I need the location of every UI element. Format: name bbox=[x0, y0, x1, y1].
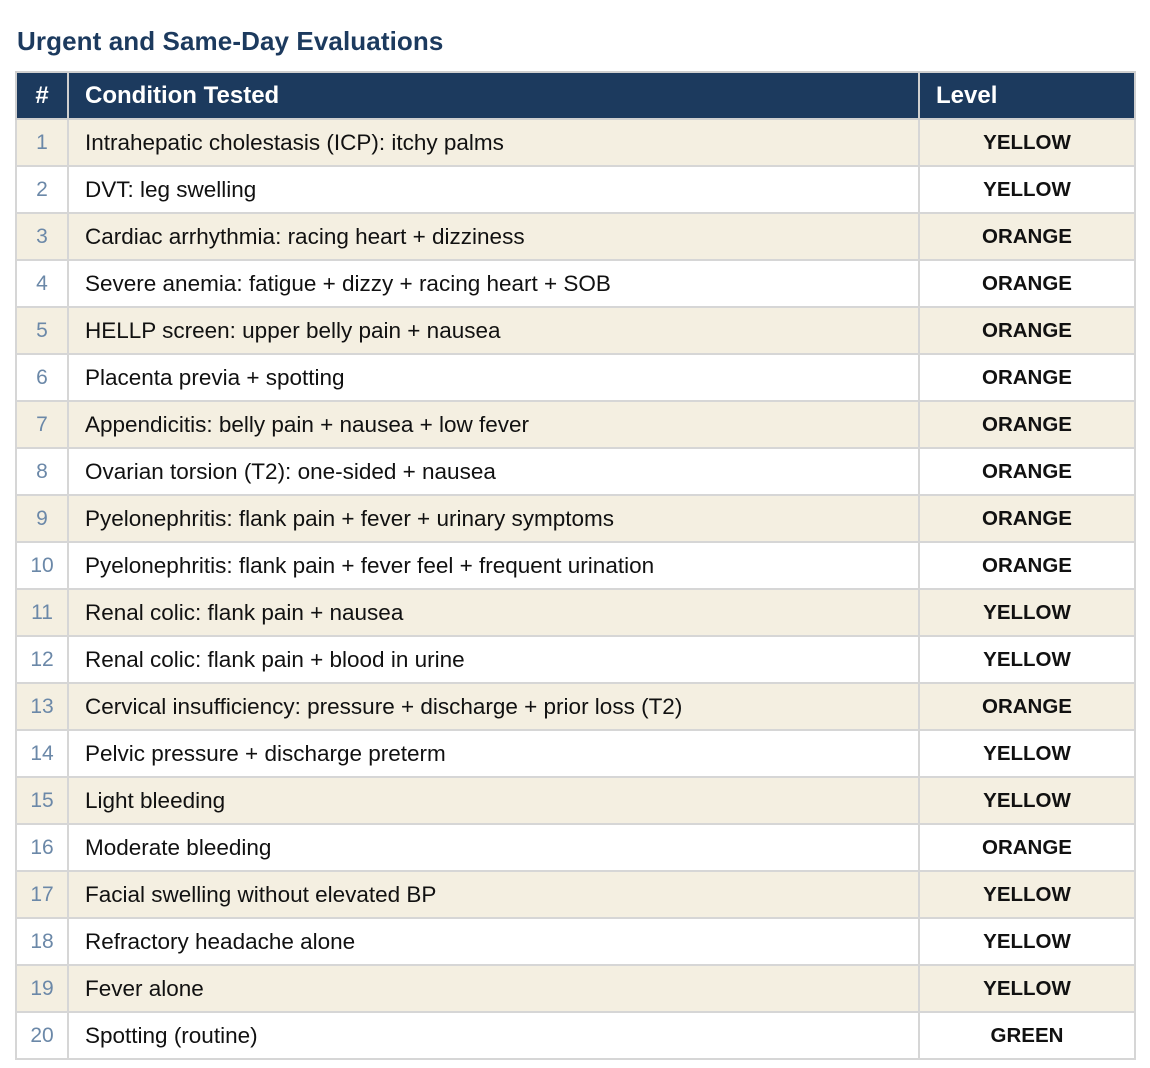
condition-cell: Pelvic pressure + discharge preterm bbox=[68, 730, 919, 777]
row-number: 1 bbox=[16, 119, 68, 166]
level-cell: ORANGE bbox=[919, 824, 1135, 871]
row-number: 11 bbox=[16, 589, 68, 636]
table-row bbox=[16, 354, 1135, 401]
table-row bbox=[16, 260, 1135, 307]
condition-cell: Refractory headache alone bbox=[68, 918, 919, 965]
level-cell: YELLOW bbox=[919, 589, 1135, 636]
table-row bbox=[16, 730, 1135, 777]
level-cell: YELLOW bbox=[919, 636, 1135, 683]
row-number: 5 bbox=[16, 307, 68, 354]
condition-cell: Moderate bleeding bbox=[68, 824, 919, 871]
row-number: 4 bbox=[16, 260, 68, 307]
level-cell: YELLOW bbox=[919, 777, 1135, 824]
row-number: 18 bbox=[16, 918, 68, 965]
level-cell: ORANGE bbox=[919, 495, 1135, 542]
table-row bbox=[16, 777, 1135, 824]
condition-cell: Renal colic: flank pain + blood in urine bbox=[68, 636, 919, 683]
condition-cell: Renal colic: flank pain + nausea bbox=[68, 589, 919, 636]
table-row bbox=[16, 166, 1135, 213]
level-cell: GREEN bbox=[919, 1012, 1135, 1059]
condition-cell: Cervical insufficiency: pressure + discharge + prior loss (T2) bbox=[68, 683, 919, 730]
row-number: 6 bbox=[16, 354, 68, 401]
row-number: 19 bbox=[16, 965, 68, 1012]
level-cell: ORANGE bbox=[919, 354, 1135, 401]
condition-cell: Ovarian torsion (T2): one-sided + nausea bbox=[68, 448, 919, 495]
header-condition: Condition Tested bbox=[68, 72, 919, 119]
condition-cell: Facial swelling without elevated BP bbox=[68, 871, 919, 918]
table-body bbox=[16, 119, 1135, 1059]
condition-cell: Pyelonephritis: flank pain + fever + urinary symptoms bbox=[68, 495, 919, 542]
level-cell: YELLOW bbox=[919, 965, 1135, 1012]
table-row bbox=[16, 307, 1135, 354]
table-row bbox=[16, 119, 1135, 166]
level-cell: YELLOW bbox=[919, 730, 1135, 777]
condition-cell: DVT: leg swelling bbox=[68, 166, 919, 213]
level-cell: ORANGE bbox=[919, 401, 1135, 448]
level-cell: YELLOW bbox=[919, 119, 1135, 166]
level-cell: YELLOW bbox=[919, 166, 1135, 213]
row-number: 20 bbox=[16, 1012, 68, 1059]
table-row bbox=[16, 448, 1135, 495]
condition-cell: Fever alone bbox=[68, 965, 919, 1012]
condition-cell: HELLP screen: upper belly pain + nausea bbox=[68, 307, 919, 354]
row-number: 14 bbox=[16, 730, 68, 777]
row-number: 2 bbox=[16, 166, 68, 213]
table-row bbox=[16, 1012, 1135, 1059]
condition-cell: Placenta previa + spotting bbox=[68, 354, 919, 401]
condition-cell: Intrahepatic cholestasis (ICP): itchy palms bbox=[68, 119, 919, 166]
table-row bbox=[16, 871, 1135, 918]
header-number: # bbox=[16, 72, 68, 119]
row-number: 7 bbox=[16, 401, 68, 448]
row-number: 3 bbox=[16, 213, 68, 260]
evaluations-table bbox=[15, 71, 1136, 1060]
table-row bbox=[16, 918, 1135, 965]
table-row bbox=[16, 589, 1135, 636]
table-row bbox=[16, 213, 1135, 260]
table-row bbox=[16, 401, 1135, 448]
row-number: 9 bbox=[16, 495, 68, 542]
level-cell: ORANGE bbox=[919, 448, 1135, 495]
row-number: 8 bbox=[16, 448, 68, 495]
condition-cell: Spotting (routine) bbox=[68, 1012, 919, 1059]
table-header bbox=[16, 72, 1135, 119]
condition-cell: Appendicitis: belly pain + nausea + low fever bbox=[68, 401, 919, 448]
table-row bbox=[16, 683, 1135, 730]
table-row bbox=[16, 636, 1135, 683]
table-row bbox=[16, 965, 1135, 1012]
table-row bbox=[16, 542, 1135, 589]
level-cell: YELLOW bbox=[919, 918, 1135, 965]
table-row bbox=[16, 824, 1135, 871]
level-cell: YELLOW bbox=[919, 871, 1135, 918]
condition-cell: Cardiac arrhythmia: racing heart + dizziness bbox=[68, 213, 919, 260]
level-cell: ORANGE bbox=[919, 683, 1135, 730]
level-cell: ORANGE bbox=[919, 260, 1135, 307]
level-cell: ORANGE bbox=[919, 213, 1135, 260]
row-number: 15 bbox=[16, 777, 68, 824]
level-cell: ORANGE bbox=[919, 307, 1135, 354]
condition-cell: Severe anemia: fatigue + dizzy + racing heart + SOB bbox=[68, 260, 919, 307]
row-number: 16 bbox=[16, 824, 68, 871]
page-title: Urgent and Same-Day Evaluations bbox=[17, 26, 444, 56]
row-number: 17 bbox=[16, 871, 68, 918]
condition-cell: Pyelonephritis: flank pain + fever feel + frequent urination bbox=[68, 542, 919, 589]
header-row bbox=[16, 72, 1135, 119]
row-number: 12 bbox=[16, 636, 68, 683]
table-row bbox=[16, 495, 1135, 542]
level-cell: ORANGE bbox=[919, 542, 1135, 589]
row-number: 13 bbox=[16, 683, 68, 730]
condition-cell: Light bleeding bbox=[68, 777, 919, 824]
row-number: 10 bbox=[16, 542, 68, 589]
header-level: Level bbox=[919, 72, 1135, 119]
